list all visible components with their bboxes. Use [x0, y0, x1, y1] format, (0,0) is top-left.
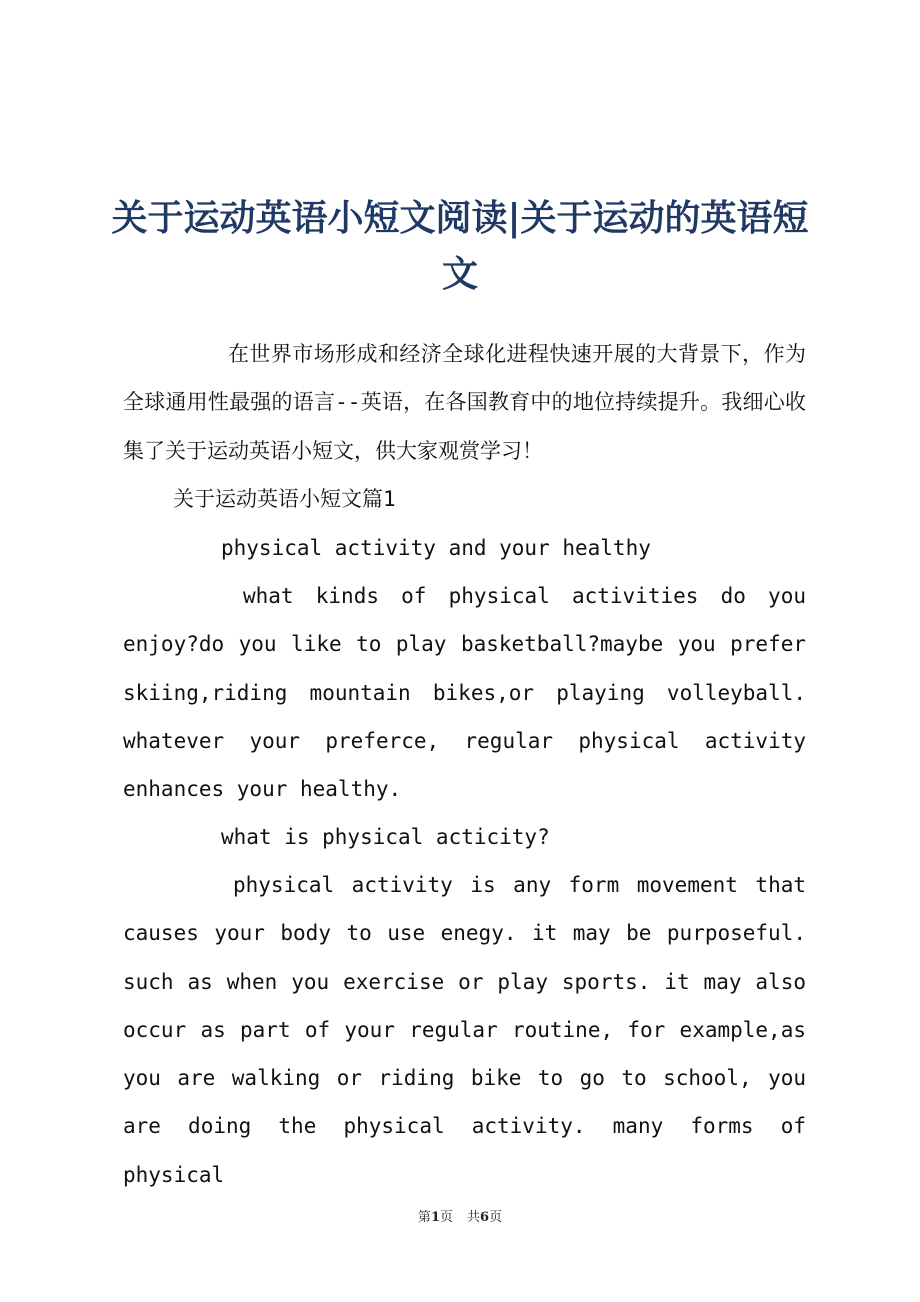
intro-paragraph: 在世界市场形成和经济全球化进程快速开展的大背景下，作为全球通用性最强的语言--英语，在各国教育中的地位持续提升。我细心收集了关于运动英语小短文，供大家观赏学习！ [123, 342, 806, 463]
page-number: 1 [430, 1210, 440, 1225]
section-heading: 关于运动英语小短文篇1 [173, 487, 396, 511]
page-label-prefix: 第 [417, 1210, 431, 1225]
paragraph-1: what kinds of physical activities do you enjoy?do you like to play basketball?maybe you prefer skiing,riding mountain bikes,or playing volleyball. whatever your preferce, regular physical activity enhances your healthy. [123, 584, 806, 802]
document-title: 关于运动英语小短文阅读|关于运动的英语短文 [111, 197, 809, 295]
total-pages: 6 [480, 1210, 490, 1225]
page-label-suffix: 页 [439, 1210, 453, 1225]
essay-title: physical activity and your healthy [221, 536, 651, 560]
subheading: what is physical acticity? [221, 825, 550, 849]
total-label-prefix: 共 [467, 1210, 481, 1225]
paragraph-2: physical activity is any form movement that causes your body to use enegy. it may be purposeful. such as when you exercise or play sports. it may also occur as part of your regular routine, for example,as you are walking or riding bike to go to school, you are doing the physical activity. many forms of physical [123, 873, 806, 1187]
total-label-suffix: 页 [489, 1210, 503, 1225]
page-footer [0, 1206, 920, 1225]
